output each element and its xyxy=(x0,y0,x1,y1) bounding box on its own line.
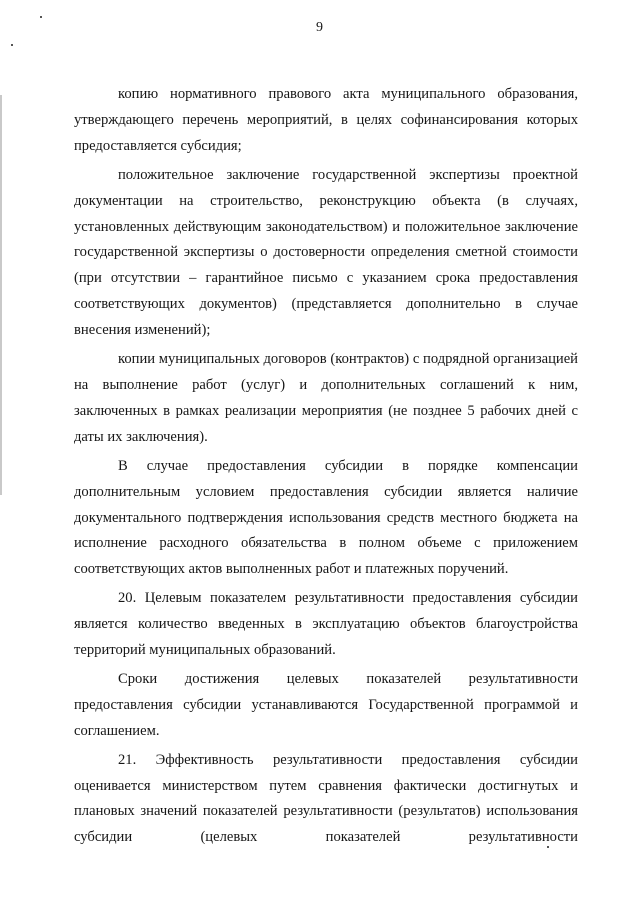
document-body xyxy=(74,82,578,851)
paragraph-normative-act: копию нормативного правового акта муниципального образования, утверждающего перечень мероприятий, в целях софинансирования которых предоставляется субсидия; xyxy=(74,86,578,154)
page-number: 9 xyxy=(316,20,323,35)
paragraph-compensation-condition: В случае предоставления субсидии в порядке компенсации дополнительным условием предоставления субсидии является наличие документального подтверждения использования средств местного бюджета на исполнение расходного обязательства в полном объеме с приложением соответствующих актов выполненных работ и платежных поручений. xyxy=(74,457,578,578)
paragraph-deadlines: Сроки достижения целевых показателей результативности предоставления субсидии устанавливаются Государственной программой и соглашением. xyxy=(74,670,578,739)
paragraph-item-21: 21. Эффективность результативности предоставления субсидии оценивается министерством путем сравнения фактически достигнутых и плановых значений показателей результативности (результатов) использования субсидии (целевых показателей результативности xyxy=(74,751,578,846)
paragraph-item-20: 20. Целевым показателем результативности предоставления субсидии является количество введенных в эксплуатацию объектов благоустройства территорий муниципальных образований. xyxy=(74,590,578,659)
scan-speck xyxy=(40,16,42,18)
scan-speck xyxy=(11,44,13,46)
paragraph-expertise-conclusion: положительное заключение государственной экспертизы проектной документации на строительство, реконструкцию объекта (в случаях, установленных действующим законодательством) и положительное заключение государственной экспертизы о достоверности определения сметной стоимости (при отсутствии – гарантийное письмо с указанием срока предоставления соответствующих документов) (представляется дополнительно в случае внесения изменений); xyxy=(74,166,578,339)
scan-margin-line xyxy=(0,95,2,495)
paragraph-contract-copies: копии муниципальных договоров (контрактов) с подрядной организацией на выполнение работ (услуг) и дополнительных соглашений к ним, заключенных в рамках реализации мероприятия (не позднее 5 рабочих дней с даты их заключения). xyxy=(74,351,578,445)
